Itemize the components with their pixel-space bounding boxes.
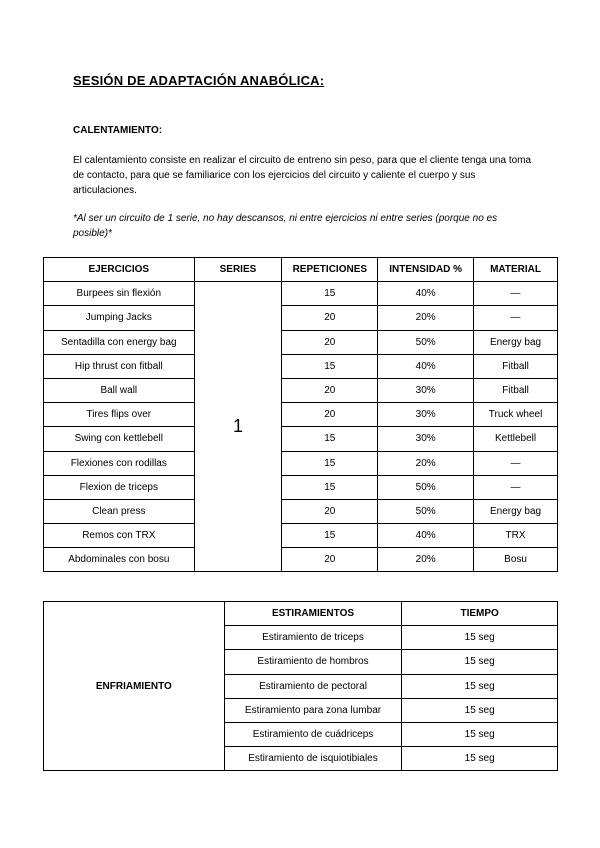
series-cell: 1 [194, 282, 282, 572]
material-cell: Fitball [474, 378, 558, 402]
intensity-cell: 50% [378, 475, 474, 499]
exercise-cell: Ball wall [44, 378, 195, 402]
table-row [44, 403, 558, 427]
reps-cell: 15 [282, 524, 378, 548]
exercise-cell: Clean press [44, 499, 195, 523]
time-cell: 15 seg [402, 747, 558, 771]
material-cell: Bosu [474, 548, 558, 572]
material-cell: — [474, 475, 558, 499]
table-row [44, 451, 558, 475]
table-row [44, 524, 558, 548]
exercise-cell: Remos con TRX [44, 524, 195, 548]
cooldown-table [43, 601, 558, 771]
table-row [44, 306, 558, 330]
material-cell: Fitball [474, 354, 558, 378]
reps-cell: 15 [282, 427, 378, 451]
table-row [44, 499, 558, 523]
intensity-cell: 20% [378, 451, 474, 475]
reps-cell: 20 [282, 548, 378, 572]
material-cell: — [474, 306, 558, 330]
material-cell: Energy bag [474, 330, 558, 354]
intensity-cell: 40% [378, 354, 474, 378]
reps-cell: 15 [282, 354, 378, 378]
time-cell: 15 seg [402, 722, 558, 746]
stretch-cell: Estiramiento de triceps [224, 626, 402, 650]
page-title: SESIÓN DE ADAPTACIÓN ANABÓLICA: [73, 73, 325, 88]
table-row [44, 282, 558, 306]
reps-cell: 20 [282, 330, 378, 354]
stretch-cell: Estiramiento de cuádriceps [224, 722, 402, 746]
time-cell: 15 seg [402, 626, 558, 650]
intensity-cell: 30% [378, 403, 474, 427]
table-row [44, 548, 558, 572]
header-series: SERIES [194, 258, 282, 282]
exercise-cell: Swing con kettlebell [44, 427, 195, 451]
warmup-paragraph: El calentamiento consiste en realizar el circuito de entreno sin peso, para que el cliente tenga una toma de contacto, para que se familiarice con los ejercicios del circuito y caliente el cuerpo y sus articulaciones. [73, 155, 532, 196]
intensity-cell: 50% [378, 499, 474, 523]
table-row [44, 354, 558, 378]
stretch-cell: Estiramiento de hombros [224, 650, 402, 674]
intensity-cell: 30% [378, 378, 474, 402]
intensity-cell: 30% [378, 427, 474, 451]
reps-cell: 20 [282, 403, 378, 427]
time-cell: 15 seg [402, 650, 558, 674]
stretch-cell: Estiramiento de pectoral [224, 674, 402, 698]
header-tiempo: TIEMPO [402, 602, 558, 626]
exercise-cell: Abdominales con bosu [44, 548, 195, 572]
reps-cell: 20 [282, 499, 378, 523]
exercise-cell: Jumping Jacks [44, 306, 195, 330]
reps-cell: 15 [282, 282, 378, 306]
intensity-cell: 40% [378, 282, 474, 306]
time-cell: 15 seg [402, 698, 558, 722]
header-estiramientos: ESTIRAMIENTOS [224, 602, 402, 626]
header-material: MATERIAL [474, 258, 558, 282]
material-cell: Energy bag [474, 499, 558, 523]
exercise-cell: Flexiones con rodillas [44, 451, 195, 475]
exercise-cell: Flexion de triceps [44, 475, 195, 499]
reps-cell: 20 [282, 378, 378, 402]
time-cell: 15 seg [402, 674, 558, 698]
intensity-cell: 20% [378, 548, 474, 572]
material-cell: — [474, 451, 558, 475]
table-row [44, 378, 558, 402]
material-cell: TRX [474, 524, 558, 548]
intensity-cell: 50% [378, 330, 474, 354]
material-cell: Kettlebell [474, 427, 558, 451]
table-row [44, 427, 558, 451]
stretch-cell: Estiramiento para zona lumbar [224, 698, 402, 722]
exercise-cell: Sentadilla con energy bag [44, 330, 195, 354]
exercise-cell: Hip thrust con fitball [44, 354, 195, 378]
warmup-heading: CALENTAMIENTO: [73, 125, 163, 136]
stretch-cell: Estiramiento de isquiotibiales [224, 747, 402, 771]
header-intensidad: INTENSIDAD % [378, 258, 474, 282]
exercise-cell: Burpees sin flexión [44, 282, 195, 306]
intensity-cell: 20% [378, 306, 474, 330]
exercise-table [43, 257, 558, 572]
table-row [44, 330, 558, 354]
material-cell: — [474, 282, 558, 306]
cooldown-header-row [44, 602, 558, 626]
header-ejercicios: EJERCICIOS [44, 258, 195, 282]
intensity-cell: 40% [378, 524, 474, 548]
material-cell: Truck wheel [474, 403, 558, 427]
warmup-note: *Al ser un circuito de 1 serie, no hay descansos, ni entre ejercicios ni entre series (porque no es posible)* [73, 213, 498, 239]
exercise-table-header [44, 258, 558, 282]
reps-cell: 20 [282, 306, 378, 330]
reps-cell: 15 [282, 475, 378, 499]
header-repeticiones: REPETICIONES [282, 258, 378, 282]
table-row [44, 475, 558, 499]
exercise-cell: Tires flips over [44, 403, 195, 427]
reps-cell: 15 [282, 451, 378, 475]
cooldown-section-label: ENFRIAMIENTO [44, 602, 225, 771]
